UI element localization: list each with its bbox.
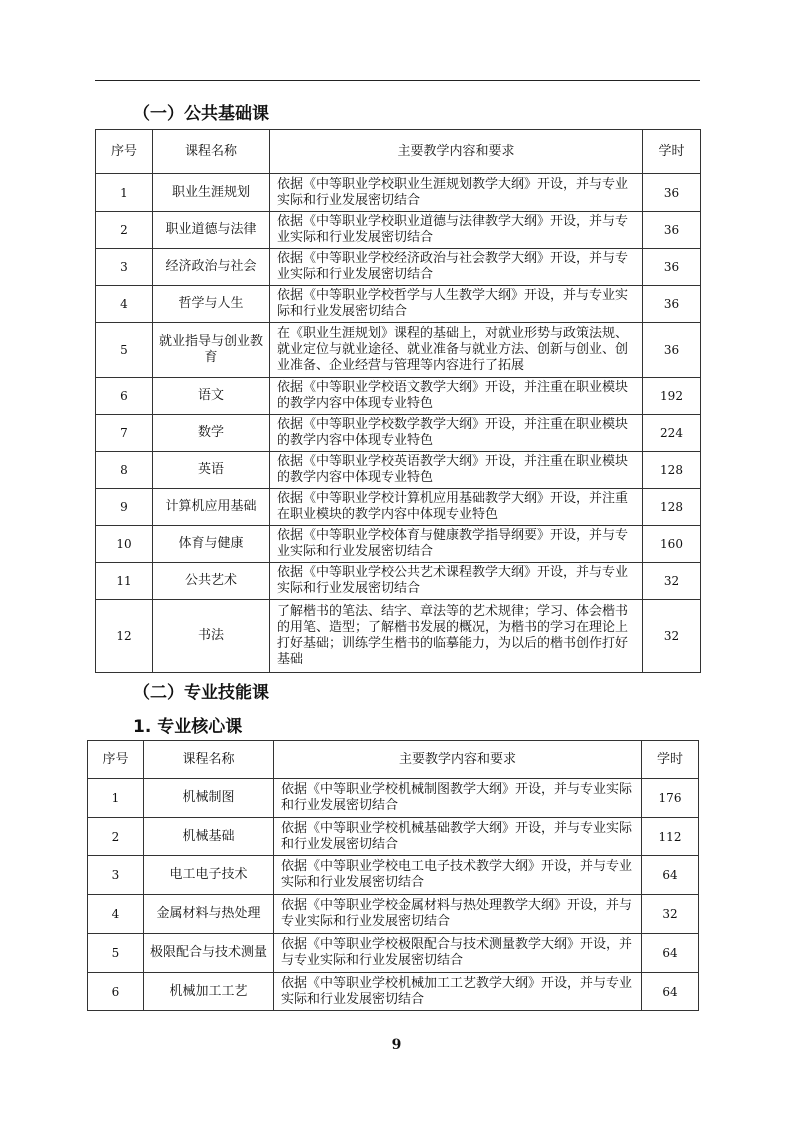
course-description: 依据《中等职业学校数学教学大纲》开设，并注重在职业模块的教学内容中体现专业特色	[270, 415, 643, 452]
table-row	[96, 286, 701, 323]
header-hours: 学时	[642, 741, 699, 779]
course-description: 依据《中等职业学校体育与健康教学指导纲要》开设，并与专业实际和行业发展密切结合	[270, 526, 643, 563]
row-number: 5	[96, 323, 153, 378]
row-number: 10	[96, 526, 153, 563]
row-number: 4	[88, 895, 144, 934]
course-hours: 36	[643, 323, 701, 378]
course-name: 极限配合与技术测量	[144, 934, 274, 973]
course-description: 依据《中等职业学校职业道德与法律教学大纲》开设，并与专业实际和行业发展密切结合	[270, 212, 643, 249]
course-name: 机械加工工艺	[144, 973, 274, 1011]
row-number: 1	[96, 174, 153, 212]
course-hours: 64	[642, 934, 699, 973]
course-hours: 64	[642, 856, 699, 895]
section-heading-professional-skills: （二）专业技能课	[133, 683, 269, 703]
row-number: 6	[96, 378, 153, 415]
header-rule	[95, 80, 700, 81]
row-number: 8	[96, 452, 153, 489]
course-hours: 36	[643, 174, 701, 212]
course-hours: 32	[643, 600, 701, 673]
course-hours: 36	[643, 249, 701, 286]
row-number: 4	[96, 286, 153, 323]
course-description: 依据《中等职业学校经济政治与社会教学大纲》开设，并与专业实际和行业发展密切结合	[270, 249, 643, 286]
course-name: 机械制图	[144, 779, 274, 818]
course-description: 依据《中等职业学校语文教学大纲》开设，并注重在职业模块的教学内容中体现专业特色	[270, 378, 643, 415]
table-header-row	[88, 741, 699, 779]
table-row	[88, 973, 699, 1011]
course-description: 依据《中等职业学校机械加工工艺教学大纲》开设，并与专业实际和行业发展密切结合	[274, 973, 642, 1011]
row-number: 6	[88, 973, 144, 1011]
course-name: 机械基础	[144, 818, 274, 856]
course-hours: 64	[642, 973, 699, 1011]
row-number: 2	[96, 212, 153, 249]
header-hours: 学时	[643, 130, 701, 174]
course-hours: 128	[643, 452, 701, 489]
course-description: 依据《中等职业学校金属材料与热处理教学大纲》开设，并与专业实际和行业发展密切结合	[274, 895, 642, 934]
header-name: 课程名称	[153, 130, 270, 174]
row-number: 7	[96, 415, 153, 452]
course-description: 依据《中等职业学校极限配合与技术测量教学大纲》开设，并与专业实际和行业发展密切结合	[274, 934, 642, 973]
table-row	[88, 856, 699, 895]
table-row	[96, 415, 701, 452]
course-name: 公共艺术	[153, 563, 270, 600]
course-description: 依据《中等职业学校哲学与人生教学大纲》开设，并与专业实际和行业发展密切结合	[270, 286, 643, 323]
course-hours: 32	[643, 563, 701, 600]
table-row	[88, 779, 699, 818]
course-description: 依据《中等职业学校机械制图教学大纲》开设，并与专业实际和行业发展密切结合	[274, 779, 642, 818]
course-description: 依据《中等职业学校计算机应用基础教学大纲》开设，并注重在职业模块的教学内容中体现专业特色	[270, 489, 643, 526]
table-row	[96, 563, 701, 600]
course-name: 书法	[153, 600, 270, 673]
row-number: 5	[88, 934, 144, 973]
table-row	[88, 934, 699, 973]
table-row	[96, 174, 701, 212]
header-num: 序号	[96, 130, 153, 174]
course-name: 英语	[153, 452, 270, 489]
course-hours: 36	[643, 286, 701, 323]
public-basic-course-table	[95, 129, 701, 673]
course-name: 职业道德与法律	[153, 212, 270, 249]
course-name: 就业指导与创业教育	[153, 323, 270, 378]
table-row	[96, 249, 701, 286]
row-number: 3	[96, 249, 153, 286]
table-row	[96, 526, 701, 563]
course-description: 在《职业生涯规划》课程的基础上，对就业形势与政策法规、就业定位与就业途径、就业准备与就业方法、创新与创业、创业准备、企业经营与管理等内容进行了拓展	[270, 323, 643, 378]
table-header-row	[96, 130, 701, 174]
table-row	[96, 489, 701, 526]
row-number: 12	[96, 600, 153, 673]
row-number: 9	[96, 489, 153, 526]
header-name: 课程名称	[144, 741, 274, 779]
course-hours: 112	[642, 818, 699, 856]
course-hours: 192	[643, 378, 701, 415]
course-name: 哲学与人生	[153, 286, 270, 323]
course-name: 数学	[153, 415, 270, 452]
table-row	[88, 895, 699, 934]
header-desc: 主要教学内容和要求	[274, 741, 642, 779]
course-hours: 224	[643, 415, 701, 452]
table-row	[96, 452, 701, 489]
course-name: 语文	[153, 378, 270, 415]
table-row	[96, 378, 701, 415]
course-hours: 160	[643, 526, 701, 563]
header-num: 序号	[88, 741, 144, 779]
row-number: 1	[88, 779, 144, 818]
course-hours: 176	[642, 779, 699, 818]
row-number: 2	[88, 818, 144, 856]
course-description: 依据《中等职业学校职业生涯规划教学大纲》开设，并与专业实际和行业发展密切结合	[270, 174, 643, 212]
course-description: 依据《中等职业学校公共艺术课程教学大纲》开设，并与专业实际和行业发展密切结合	[270, 563, 643, 600]
subheading-professional-core: 1. 专业核心课	[133, 717, 243, 737]
table-row	[88, 818, 699, 856]
page-number: 9	[391, 1037, 402, 1053]
row-number: 11	[96, 563, 153, 600]
table-row	[96, 600, 701, 673]
table-row	[96, 212, 701, 249]
professional-core-course-table	[87, 740, 699, 1011]
header-desc: 主要教学内容和要求	[270, 130, 643, 174]
course-name: 经济政治与社会	[153, 249, 270, 286]
course-hours: 32	[642, 895, 699, 934]
course-hours: 128	[643, 489, 701, 526]
course-hours: 36	[643, 212, 701, 249]
course-description: 了解楷书的笔法、结字、章法等的艺术规律；学习、体会楷书的用笔、造型；了解楷书发展的概况，为楷书的学习在理论上打好基础；训练学生楷书的临摹能力，为以后的楷书创作打好基础	[270, 600, 643, 673]
table-row	[96, 323, 701, 378]
course-description: 依据《中等职业学校电工电子技术教学大纲》开设，并与专业实际和行业发展密切结合	[274, 856, 642, 895]
section-heading-public-basic: （一）公共基础课	[133, 104, 269, 124]
course-description: 依据《中等职业学校机械基础教学大纲》开设，并与专业实际和行业发展密切结合	[274, 818, 642, 856]
course-name: 体育与健康	[153, 526, 270, 563]
row-number: 3	[88, 856, 144, 895]
course-name: 计算机应用基础	[153, 489, 270, 526]
course-name: 金属材料与热处理	[144, 895, 274, 934]
course-description: 依据《中等职业学校英语教学大纲》开设，并注重在职业模块的教学内容中体现专业特色	[270, 452, 643, 489]
course-name: 职业生涯规划	[153, 174, 270, 212]
course-name: 电工电子技术	[144, 856, 274, 895]
